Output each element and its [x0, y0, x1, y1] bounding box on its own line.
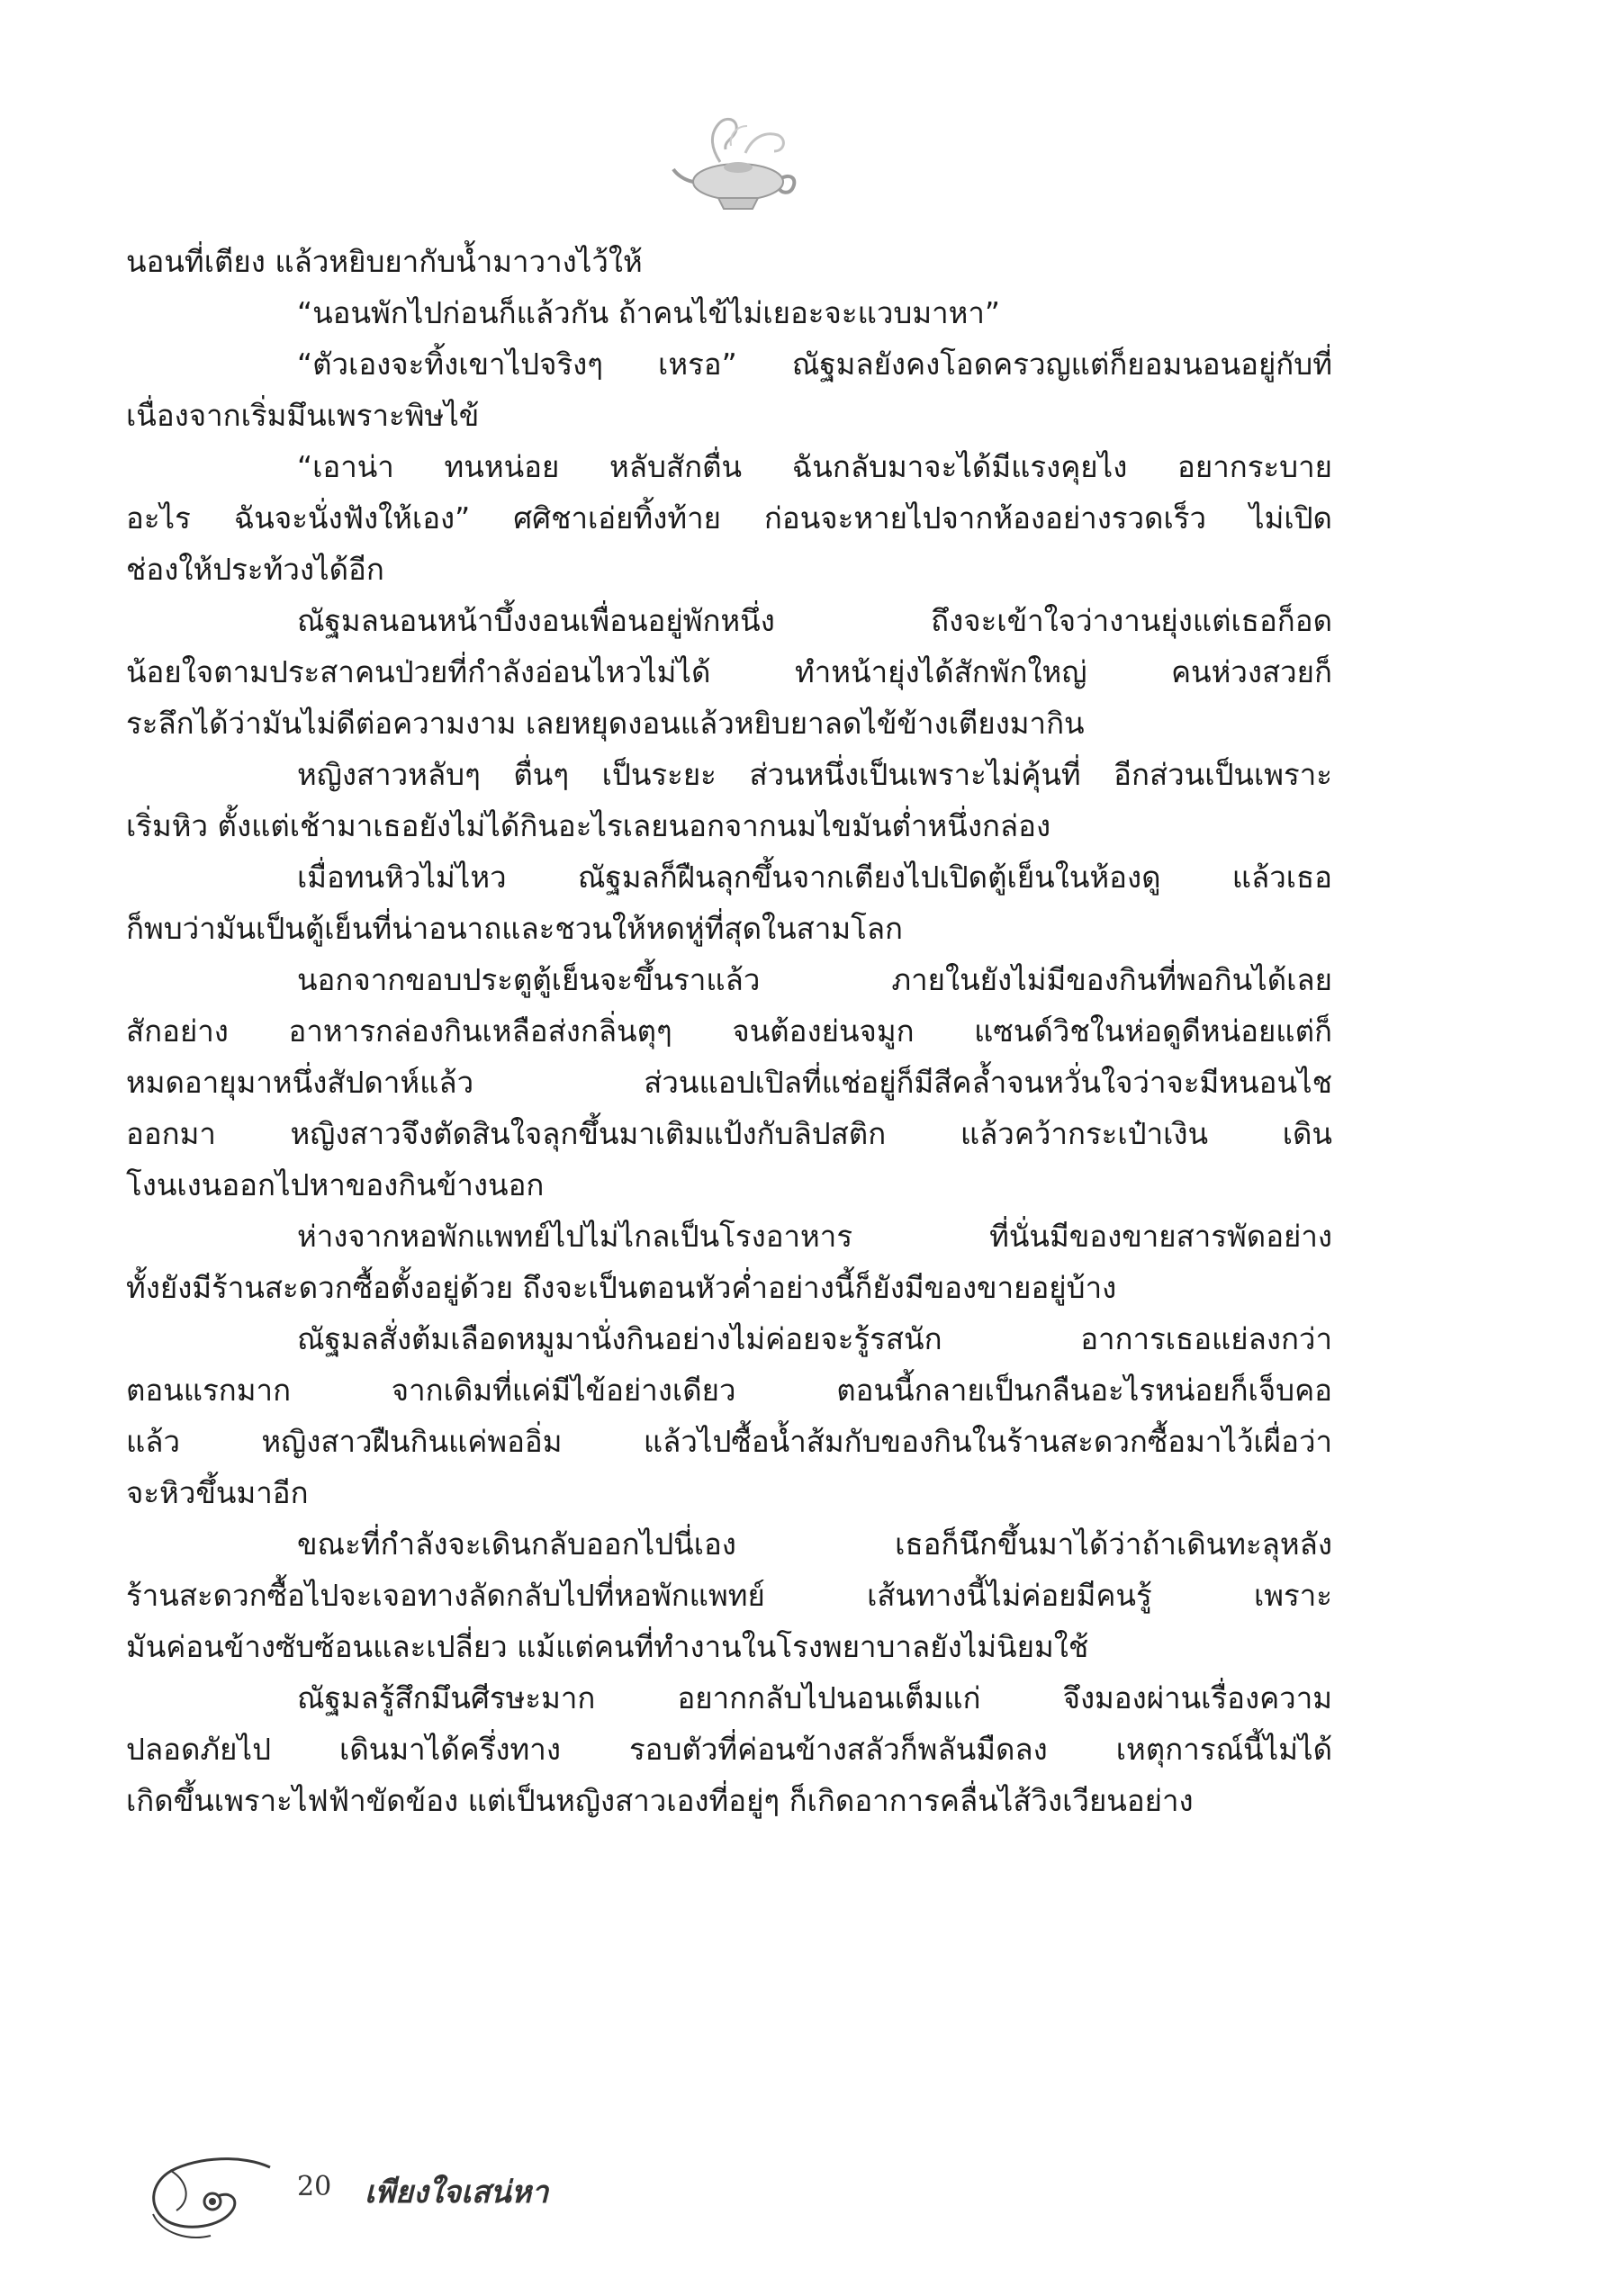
paragraph-line: ณัฐมลรู้สึกมึนศีรษะมาก อยากกลับไปนอนเต็มแก่ จึงมองผ่านเรื่องความ [297, 1680, 1332, 1715]
paragraph-line: หมดอายุมาหนึ่งสัปดาห์แล้ว ส่วนแอปเปิลที่แช่อยู่ก็มีสีคล้ำจนหวั่นใจว่าจะมีหนอนไช [126, 1065, 1332, 1100]
paragraph-line: ร้านสะดวกซื้อไปจะเจอทางลัดกลับไปที่หอพักแพทย์ เส้นทางนี้ไม่ค่อยมีคนรู้ เพราะ [126, 1578, 1332, 1613]
paragraph-line: ตอนแรกมาก จากเดิมที่แค่มีไข้อย่างเดียว ตอนนี้กลายเป็นกลืนอะไรหน่อยก็เจ็บคอ [126, 1373, 1332, 1408]
paragraph-line: “นอนพักไปก่อนก็แล้วกัน ถ้าคนไข้ไม่เยอะจะแวบมาหา” [297, 295, 1000, 330]
genie-lamp-icon [666, 99, 810, 225]
paragraph-line: แล้ว หญิงสาวฝืนกินแค่พออิ่ม แล้วไปซื้อน้ำส้มกับของกินในร้านสะดวกซื้อมาไว้เผื่อว่า [126, 1424, 1332, 1459]
body-text [126, 236, 1332, 1826]
paragraph-line: “ตัวเองจะทิ้งเขาไปจริงๆ เหรอ” ณัฐมลยังคงโอดครวญแต่ก็ยอมนอนอยู่กับที่ [297, 347, 1332, 382]
paragraph-line: ณัฐมลนอนหน้าบึ้งงอนเพื่อนอยู่พักหนึ่ง ถึงจะเข้าใจว่างานยุ่งแต่เธอก็อด [297, 603, 1332, 638]
paragraph-line: เมื่อทนหิวไม่ไหว ณัฐมลก็ฝืนลุกขึ้นจากเตียงไปเปิดตู้เย็นในห้องดู แล้วเธอ [297, 860, 1332, 895]
paragraph-line: ก็พบว่ามันเป็นตู้เย็นที่น่าอนาถและชวนให้หดหู่ที่สุดในสามโลก [126, 911, 904, 946]
book-title: เพียงใจเสน่หา [365, 2174, 549, 2210]
paragraph-line: หญิงสาวหลับๆ ตื่นๆ เป็นระยะ ส่วนหนึ่งเป็นเพราะไม่คุ้นที่ อีกส่วนเป็นเพราะ [297, 757, 1332, 792]
paragraph-line: สักอย่าง อาหารกล่องกินเหลือส่งกลิ่นตุๆ จนต้องย่นจมูก แซนด์วิชในห่อดูดีหน่อยแต่ก็ [126, 1013, 1332, 1049]
paragraph-line: ทั้งยังมีร้านสะดวกซื้อตั้งอยู่ด้วย ถึงจะเป็นตอนหัวค่ำอย่างนี้ก็ยังมีของขายอยู่บ้าง [126, 1270, 1117, 1305]
paragraph-line: นอกจากขอบประตูตู้เย็นจะขึ้นราแล้ว ภายในยังไม่มีของกินที่พอกินได้เลย [297, 962, 1332, 997]
paragraph-line: ระลึกได้ว่ามันไม่ดีต่อความงาม เลยหยุดงอนแล้วหยิบยาลดไข้ข้างเตียงมากิน [126, 706, 1085, 741]
paragraph-line: น้อยใจตามประสาคนป่วยที่กำลังอ่อนไหวไม่ได้ ทำหน้ายุ่งได้สักพักใหญ่ คนห่วงสวยก็ [126, 654, 1332, 689]
paragraph-line: ณัฐมลสั่งต้มเลือดหมูมานั่งกินอย่างไม่ค่อยจะรู้รสนัก อาการเธอแย่ลงกว่า [297, 1321, 1332, 1356]
paragraph-line: โงนเงนออกไปหาของกินข้างนอก [126, 1167, 545, 1202]
paragraph-line: ห่างจากหอพักแพทย์ไปไม่ไกลเป็นโรงอาหาร ที่นั่นมีของขายสารพัดอย่าง [297, 1219, 1332, 1254]
page-footer [135, 2151, 765, 2259]
paragraph-line: “เอาน่า ทนหน่อย หลับสักตื่น ฉันกลับมาจะได้มีแรงคุยไง อยากระบาย [297, 449, 1332, 484]
paragraph-line: ออกมา หญิงสาวจึงตัดสินใจลุกขึ้นมาเติมแป้งกับลิปสติก แล้วคว้ากระเป๋าเงิน เดิน [126, 1116, 1332, 1151]
paragraph-line: จะหิวขึ้นมาอีก [126, 1475, 309, 1510]
paragraph-line: เกิดขึ้นเพราะไฟฟ้าขัดข้อง แต่เป็นหญิงสาวเองที่อยู่ๆ ก็เกิดอาการคลื่นไส้วิงเวียนอย่าง [126, 1783, 1194, 1818]
paragraph-line: นอนที่เตียง แล้วหยิบยากับน้ำมาวางไว้ให้ [126, 244, 643, 279]
stethoscope-icon [135, 2151, 288, 2250]
paragraph-line: อะไร ฉันจะนั่งฟังให้เอง” ศศิชาเอ่ยทิ้งท้าย ก่อนจะหายไปจากห้องอย่างรวดเร็ว ไม่เปิด [126, 500, 1332, 536]
paragraph-line: มันค่อนข้างซับซ้อนและเปลี่ยว แม้แต่คนที่ทำงานในโรงพยาบาลยังไม่นิยมใช้ [126, 1629, 1089, 1664]
paragraph-line: เนื่องจากเริ่มมึนเพราะพิษไข้ [126, 398, 480, 433]
paragraph-line: เริ่มหิว ตั้งแต่เช้ามาเธอยังไม่ได้กินอะไรเลยนอกจากนมไขมันต่ำหนึ่งกล่อง [126, 808, 1051, 843]
paragraph-line: ช่องให้ประท้วงได้อีก [126, 552, 384, 587]
paragraph-line: ขณะที่กำลังจะเดินกลับออกไปนี่เอง เธอก็นึกขึ้นมาได้ว่าถ้าเดินทะลุหลัง [297, 1526, 1332, 1562]
page-number: 20 [297, 2171, 332, 2202]
paragraph-line: ปลอดภัยไป เดินมาได้ครึ่งทาง รอบตัวที่ค่อนข้างสลัวก็พลันมืดลง เหตุการณ์นี้ไม่ได้ [126, 1732, 1332, 1767]
